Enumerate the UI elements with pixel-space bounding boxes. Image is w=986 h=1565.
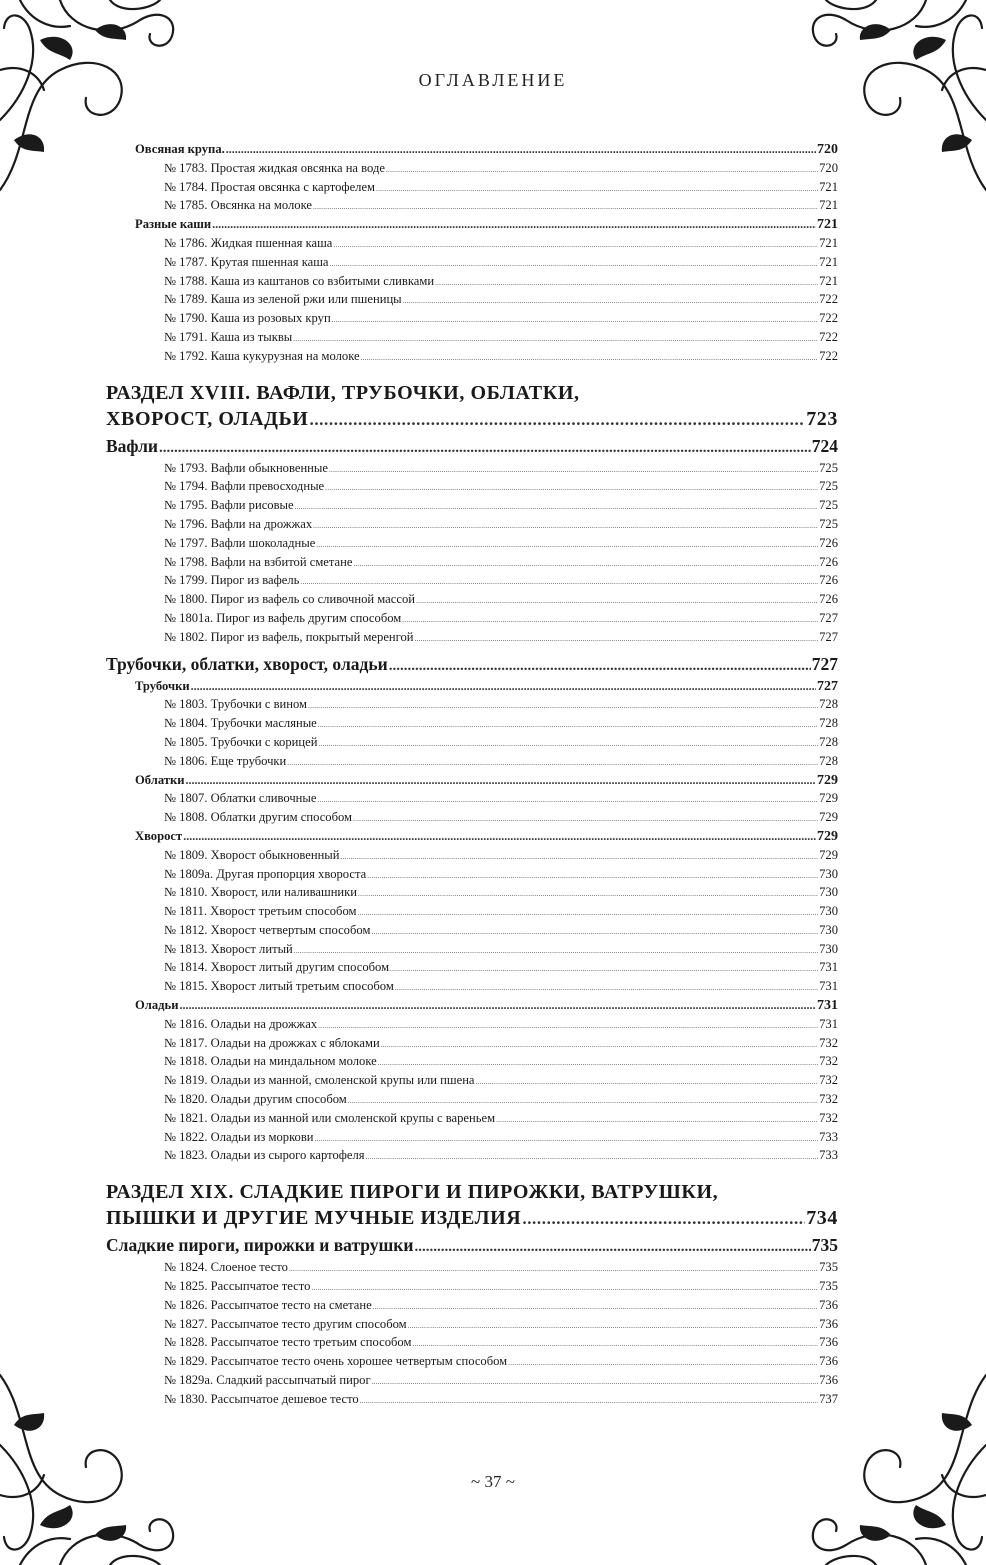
toc-entry	[106, 1392, 838, 1411]
toc-title: № 1802. Пирог из вафель, покрытый меренгой	[164, 629, 414, 644]
toc-subsection	[106, 142, 838, 161]
toc-part-row	[106, 1207, 838, 1235]
toc-page-number: 721	[819, 198, 838, 213]
toc-leader-dots	[381, 1041, 818, 1049]
toc-entry	[106, 1260, 838, 1279]
toc-page-number: 728	[819, 734, 838, 749]
toc-title: № 1810. Хворост, или наливашники	[164, 885, 358, 900]
toc-leader-dots	[402, 616, 818, 624]
toc-title: № 1790. Каша из розовых круп	[164, 311, 331, 326]
toc-entry	[106, 848, 838, 867]
toc-leader-dots	[315, 1135, 819, 1143]
toc-title: Облатки	[135, 772, 185, 787]
toc-title: № 1801а. Пирог из вафель другим способом	[164, 610, 402, 625]
toc-page-number: 731	[819, 960, 838, 975]
toc-leader-dots	[318, 721, 818, 729]
toc-leader-dots	[313, 203, 818, 211]
toc-page-number: 732	[819, 1073, 838, 1088]
toc-page-number: 721	[819, 235, 838, 250]
toc-page-number: 728	[819, 753, 838, 768]
toc-page-number: 736	[819, 1373, 838, 1388]
toc-page-number: 736	[819, 1335, 838, 1350]
toc-leader-dots	[333, 241, 818, 249]
toc-subsection	[106, 829, 838, 848]
toc-leader-dots	[408, 1322, 818, 1330]
toc-page-number: 730	[819, 866, 838, 881]
toc-page-number: 729	[819, 791, 838, 806]
toc-leader-dots	[414, 1239, 810, 1256]
toc-title: № 1786. Жидкая пшенная каша	[164, 235, 333, 250]
toc-title: Хворост	[135, 828, 183, 843]
toc-entry	[106, 1298, 838, 1317]
toc-entry	[106, 1373, 838, 1392]
toc-page-number: 736	[819, 1316, 838, 1331]
toc-title: № 1784. Простая овсянка с картофелем	[164, 179, 376, 194]
toc-title: № 1787. Крутая пшенная каша	[164, 254, 329, 269]
toc-leader-dots	[522, 1209, 805, 1229]
toc-entry	[106, 1092, 838, 1111]
toc-section	[106, 436, 838, 461]
toc-entry	[106, 461, 838, 480]
toc-entry	[106, 1073, 838, 1092]
toc-page-number: 720	[817, 142, 838, 157]
toc-title: № 1821. Оладьи из манной или смоленской крупы с вареньем	[164, 1110, 496, 1125]
toc-title: № 1809. Хворост обыкновенный	[164, 847, 340, 862]
toc-leader-dots	[159, 440, 811, 457]
toc-entry	[106, 255, 838, 274]
toc-page-number: 720	[819, 160, 838, 175]
toc-page-number: 735	[819, 1279, 838, 1294]
toc-title: № 1830. Рассыпчатое дешевое тесто	[164, 1391, 359, 1406]
toc-title: № 1827. Рассыпчатое тесто другим способом	[164, 1316, 407, 1331]
toc-title: № 1824. Слоеное тесто	[164, 1260, 288, 1275]
toc-page-number: 726	[819, 554, 838, 569]
toc-entry	[106, 716, 838, 735]
toc-page-number: 735	[811, 1235, 838, 1256]
toc-title: № 1820. Оладьи другим способом	[164, 1092, 347, 1107]
toc-title: № 1815. Хворост литый третьим способом	[164, 979, 394, 994]
toc-entry	[106, 330, 838, 349]
toc-page-number: 727	[819, 629, 838, 644]
toc-page-number: 722	[819, 292, 838, 307]
toc-page-number: 726	[819, 573, 838, 588]
toc-title: № 1785. Овсянка на молоке	[164, 198, 312, 213]
toc-entry	[106, 791, 838, 810]
toc-title: Вафли	[106, 435, 158, 456]
toc-section	[106, 654, 838, 679]
toc-leader-dots	[313, 522, 818, 530]
toc-page-number: 727	[819, 610, 838, 625]
toc-entry	[106, 735, 838, 754]
toc-leader-dots	[358, 890, 818, 898]
toc-leader-dots	[476, 1078, 819, 1086]
toc-leader-dots	[179, 998, 816, 1013]
toc-entry	[106, 1354, 838, 1373]
toc-entry	[106, 810, 838, 829]
toc-page-number: 727	[817, 678, 838, 694]
toc-leader-dots	[212, 217, 816, 232]
toc-page-number: 733	[819, 1148, 838, 1163]
toc-title: № 1783. Простая жидкая овсянка на воде	[164, 160, 385, 175]
toc-page-number: 726	[819, 592, 838, 607]
toc-leader-dots	[353, 815, 818, 823]
toc-leader-dots	[395, 984, 818, 992]
toc-title: № 1795. Вафли рисовые	[164, 498, 294, 513]
toc-page-number: 725	[819, 498, 838, 513]
toc-leader-dots	[294, 947, 818, 955]
toc-page-number: 730	[819, 941, 838, 956]
toc-leader-dots	[358, 909, 819, 917]
toc-entry	[106, 292, 838, 311]
toc-page-number: 723	[806, 407, 838, 430]
toc-leader-dots	[186, 773, 816, 788]
toc-leader-dots	[183, 829, 816, 844]
page-number: ~ 37 ~	[471, 1472, 515, 1491]
toc-page-number: 721	[817, 217, 838, 233]
toc-title: Сладкие пироги, пирожки и ватрушки	[106, 1235, 414, 1256]
toc-title: № 1792. Каша кукурузная на молоке	[164, 348, 360, 363]
toc-title: ХВОРОСТ, ОЛАДЬИ	[106, 407, 309, 430]
toc-title: № 1809а. Другая пропорция хвороста	[164, 866, 367, 881]
toc-page-number: 721	[819, 179, 838, 194]
toc-part-heading	[106, 1181, 838, 1235]
toc-part-heading	[106, 382, 838, 436]
toc-page-number: 736	[819, 1354, 838, 1369]
toc-title: № 1813. Хворост литый	[164, 941, 293, 956]
toc-leader-dots	[416, 597, 818, 605]
toc-page-number: 728	[819, 697, 838, 712]
toc-leader-dots	[341, 853, 819, 861]
toc-page-number: 732	[819, 1035, 838, 1050]
toc-page-number: 731	[819, 1016, 838, 1031]
toc-entry	[106, 754, 838, 773]
toc-entry	[106, 236, 838, 255]
toc-title: № 1811. Хворост третьим способом	[164, 904, 357, 919]
table-of-contents	[106, 142, 838, 1411]
toc-leader-dots	[226, 142, 816, 157]
toc-page-number: 729	[817, 828, 838, 844]
toc-leader-dots	[389, 658, 811, 675]
toc-page-number: 731	[817, 998, 838, 1014]
toc-leader-dots	[311, 1284, 818, 1292]
toc-page-number: 729	[819, 810, 838, 825]
toc-entry	[106, 198, 838, 217]
toc-leader-dots	[191, 679, 816, 694]
toc-part-row	[106, 408, 838, 436]
toc-title: № 1798. Вафли на взбитой сметане	[164, 554, 353, 569]
toc-leader-dots	[412, 1340, 818, 1348]
toc-entry	[106, 274, 838, 293]
toc-page-number: 729	[817, 772, 838, 788]
toc-title: № 1808. Облатки другим способом	[164, 810, 353, 825]
toc-page-number: 732	[819, 1092, 838, 1107]
toc-entry	[106, 1148, 838, 1167]
toc-leader-dots	[361, 354, 819, 362]
toc-entry	[106, 867, 838, 886]
toc-leader-dots	[308, 702, 818, 710]
toc-leader-dots	[316, 541, 818, 549]
toc-title: № 1822. Оладьи из моркови	[164, 1129, 314, 1144]
toc-entry	[106, 1335, 838, 1354]
toc-entry	[106, 942, 838, 961]
toc-subsection	[106, 679, 838, 698]
toc-page-number: 722	[819, 329, 838, 344]
toc-title: № 1791. Каша из тыквы	[164, 329, 293, 344]
toc-entry	[106, 573, 838, 592]
toc-leader-dots	[293, 335, 818, 343]
toc-entry	[106, 1130, 838, 1149]
toc-title: № 1800. Пирог из вафель со сливочной массой	[164, 592, 415, 607]
toc-leader-dots	[367, 872, 818, 880]
toc-leader-dots	[390, 965, 818, 973]
toc-entry	[106, 498, 838, 517]
toc-page-number: 732	[819, 1054, 838, 1069]
toc-entry	[106, 979, 838, 998]
toc-page-number: 731	[819, 979, 838, 994]
running-head: ОГЛАВЛЕНИЕ	[418, 70, 568, 90]
toc-title: № 1814. Хворост литый другим способом	[164, 960, 390, 975]
toc-page-number: 736	[819, 1297, 838, 1312]
toc-title: № 1805. Трубочки с корицей	[164, 734, 318, 749]
toc-title: № 1797. Вафли шоколадные	[164, 535, 316, 550]
toc-page-number: 721	[819, 273, 838, 288]
toc-entry	[106, 1317, 838, 1336]
toc-leader-dots	[332, 316, 818, 324]
toc-leader-dots	[317, 796, 818, 804]
toc-entry	[106, 904, 838, 923]
toc-title: Овсяная крупа.	[135, 142, 225, 156]
toc-entry	[106, 555, 838, 574]
toc-leader-dots	[378, 1059, 818, 1067]
toc-title: № 1829а. Сладкий рассыпчатый пирог	[164, 1373, 371, 1388]
toc-page-number: 722	[819, 348, 838, 363]
toc-leader-dots	[508, 1359, 818, 1367]
toc-page-number: 729	[819, 847, 838, 862]
toc-title: № 1818. Оладьи на миндальном молоке	[164, 1054, 377, 1069]
toc-title: № 1817. Оладьи на дрожжах с яблоками	[164, 1035, 380, 1050]
toc-entry	[106, 630, 838, 649]
toc-page-number: 727	[811, 653, 838, 674]
toc-part-title-line: РАЗДЕЛ XVIII. ВАФЛИ, ТРУБОЧКИ, ОБЛАТКИ,	[106, 381, 580, 404]
toc-entry	[106, 1054, 838, 1073]
toc-leader-dots	[496, 1116, 818, 1124]
toc-leader-dots	[330, 260, 819, 268]
toc-title: № 1828. Рассыпчатое тесто третьим способом	[164, 1335, 412, 1350]
toc-leader-dots	[325, 484, 818, 492]
toc-title: Трубочки, облатки, хворост, оладьи	[106, 653, 388, 674]
toc-title: № 1793. Вафли обыкновенные	[164, 460, 328, 475]
toc-title: Трубочки	[135, 678, 190, 693]
toc-page-number: 722	[819, 311, 838, 326]
toc-title: № 1825. Рассыпчатое тесто	[164, 1279, 311, 1294]
toc-leader-dots	[289, 1265, 818, 1273]
toc-entry	[106, 349, 838, 368]
toc-leader-dots	[373, 1303, 818, 1311]
toc-title: № 1807. Облатки сливочные	[164, 791, 317, 806]
toc-subsection	[106, 773, 838, 792]
toc-entry	[106, 479, 838, 498]
toc-page-number: 737	[819, 1391, 838, 1406]
toc-page-number: 726	[819, 535, 838, 550]
toc-leader-dots	[376, 185, 818, 193]
toc-leader-dots	[366, 1153, 819, 1161]
toc-leader-dots	[318, 740, 818, 748]
toc-page-number: 733	[819, 1129, 838, 1144]
toc-title: № 1819. Оладьи из манной, смоленской крупы или пшена	[164, 1073, 475, 1088]
toc-leader-dots	[309, 410, 805, 430]
toc-entry	[106, 923, 838, 942]
toc-leader-dots	[360, 1397, 818, 1405]
toc-page-number: 725	[819, 479, 838, 494]
toc-title: № 1829. Рассыпчатое тесто очень хорошее четвертым способом	[164, 1354, 508, 1369]
toc-leader-dots	[300, 578, 818, 586]
toc-page-number: 728	[819, 716, 838, 731]
toc-title: № 1799. Пирог из вафель	[164, 573, 300, 588]
toc-page-number: 730	[819, 922, 838, 937]
toc-subsection	[106, 998, 838, 1017]
toc-title: № 1803. Трубочки с вином	[164, 697, 308, 712]
toc-leader-dots	[295, 503, 819, 511]
toc-title: № 1804. Трубочки масляные	[164, 716, 317, 731]
toc-entry	[106, 161, 838, 180]
toc-page-number: 725	[819, 460, 838, 475]
toc-title: № 1812. Хворост четвертым способом	[164, 922, 371, 937]
toc-entry	[106, 960, 838, 979]
toc-title: № 1806. Еще трубочки	[164, 753, 287, 768]
toc-page-number: 724	[811, 435, 838, 456]
toc-entry	[106, 536, 838, 555]
toc-page-number: 732	[819, 1110, 838, 1125]
toc-entry	[106, 611, 838, 630]
toc-leader-dots	[348, 1097, 818, 1105]
toc-entry	[106, 311, 838, 330]
toc-page-number: 721	[819, 254, 838, 269]
toc-leader-dots	[318, 1022, 818, 1030]
toc-title: Оладьи	[135, 998, 179, 1013]
toc-entry	[106, 885, 838, 904]
toc-entry	[106, 1017, 838, 1036]
toc-leader-dots	[329, 466, 818, 474]
toc-title: № 1823. Оладьи из сырого картофеля	[164, 1148, 365, 1163]
toc-section	[106, 1235, 838, 1260]
toc-leader-dots	[386, 166, 818, 174]
toc-title: Разные каши	[135, 217, 212, 232]
toc-leader-dots	[371, 928, 818, 936]
toc-title: № 1816. Оладьи на дрожжах	[164, 1016, 318, 1031]
toc-part-title-line: РАЗДЕЛ XIX. СЛАДКИЕ ПИРОГИ И ПИРОЖКИ, ВАТРУШКИ,	[106, 1181, 719, 1204]
toc-page-number: 734	[806, 1207, 838, 1230]
toc-title: № 1789. Каша из зеленой ржи или пшеницы	[164, 292, 402, 307]
toc-title: № 1826. Рассыпчатое тесто на сметане	[164, 1297, 372, 1312]
toc-title: № 1788. Каша из каштанов со взбитыми сливками	[164, 273, 435, 288]
toc-entry	[106, 697, 838, 716]
toc-entry	[106, 1111, 838, 1130]
toc-subsection	[106, 217, 838, 236]
toc-title: ПЫШКИ И ДРУГИЕ МУЧНЫЕ ИЗДЕЛИЯ	[106, 1207, 522, 1230]
toc-page-number: 725	[819, 516, 838, 531]
toc-leader-dots	[415, 635, 819, 643]
toc-title: № 1796. Вафли на дрожжах	[164, 516, 313, 531]
toc-entry	[106, 1036, 838, 1055]
toc-entry	[106, 1279, 838, 1298]
toc-leader-dots	[403, 297, 818, 305]
toc-title: № 1794. Вафли превосходные	[164, 479, 325, 494]
toc-page-number: 730	[819, 904, 838, 919]
toc-page-number: 735	[819, 1260, 838, 1275]
toc-leader-dots	[287, 759, 818, 767]
toc-entry	[106, 180, 838, 199]
toc-leader-dots	[353, 560, 818, 568]
toc-leader-dots	[435, 279, 818, 287]
toc-entry	[106, 592, 838, 611]
toc-page-number: 730	[819, 885, 838, 900]
toc-leader-dots	[372, 1378, 818, 1386]
toc-entry	[106, 517, 838, 536]
